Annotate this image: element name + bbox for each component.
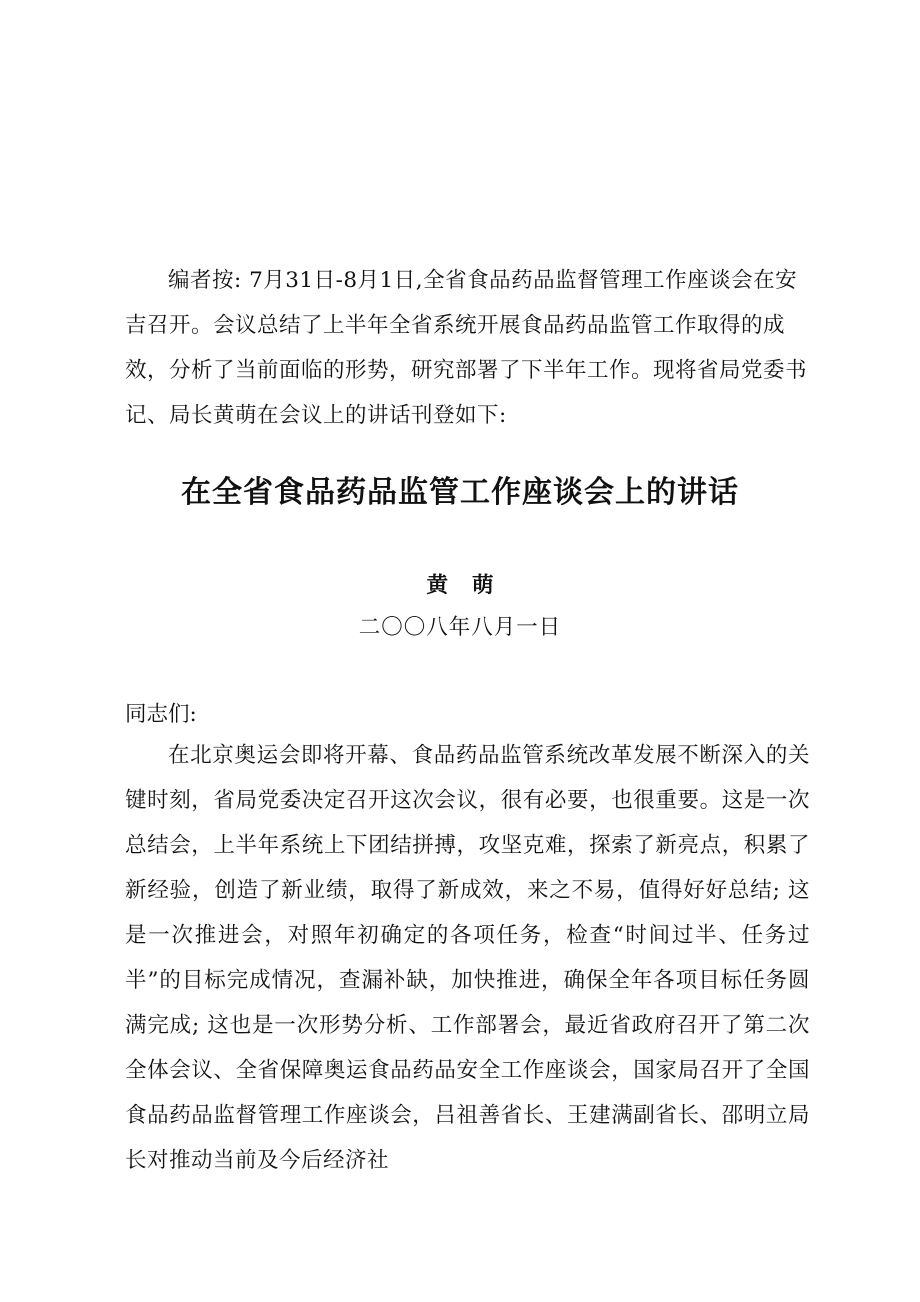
editor-note: 编者按: 7月31日-8月1日,全省食品药品监督管理工作座谈会在安吉召开。会议总结了上半年全省系统开展食品药品监管工作取得的成效，分析了当前面临的形势，研究部署了下半年工作。现将省局党委书记、局长黄萌在会议上的讲话刊登如下: [125, 268, 808, 428]
body-paragraph: 在北京奥运会即将开幕、食品药品监管系统改革发展不断深入的关键时刻，省局党委决定召开这次会议，很有必要，也很重要。这是一次总结会，上半年系统上下团结拼搏，攻坚克难，探索了新亮点，积累了新经验，创造了新业绩，取得了新成效，来之不易，值得好好总结; 这是一次推进会，对照年初确定的各项任务，检查“时间过半、任务过半”的目标完成情况，查漏补缺，加快推进，确保全年各项目标任务圆满完成; 这也是一次形势分析、工作部署会，最近省政府召开了第二次全体会议、全省保障奥运食品药品安全工作座谈会，国家局召开了全国食品药品监督管理工作座谈会，吕祖善省长、王建满副省长、邵明立局长对推动当前及今后经济社 [125, 743, 810, 1173]
speech-date: 二〇〇八年八月一日 [358, 615, 562, 640]
author-name: 黄萌 [426, 573, 518, 598]
salutation: 同志们: [125, 702, 197, 727]
speech-title: 在全省食品药品监管工作座谈会上的讲话 [181, 475, 739, 510]
